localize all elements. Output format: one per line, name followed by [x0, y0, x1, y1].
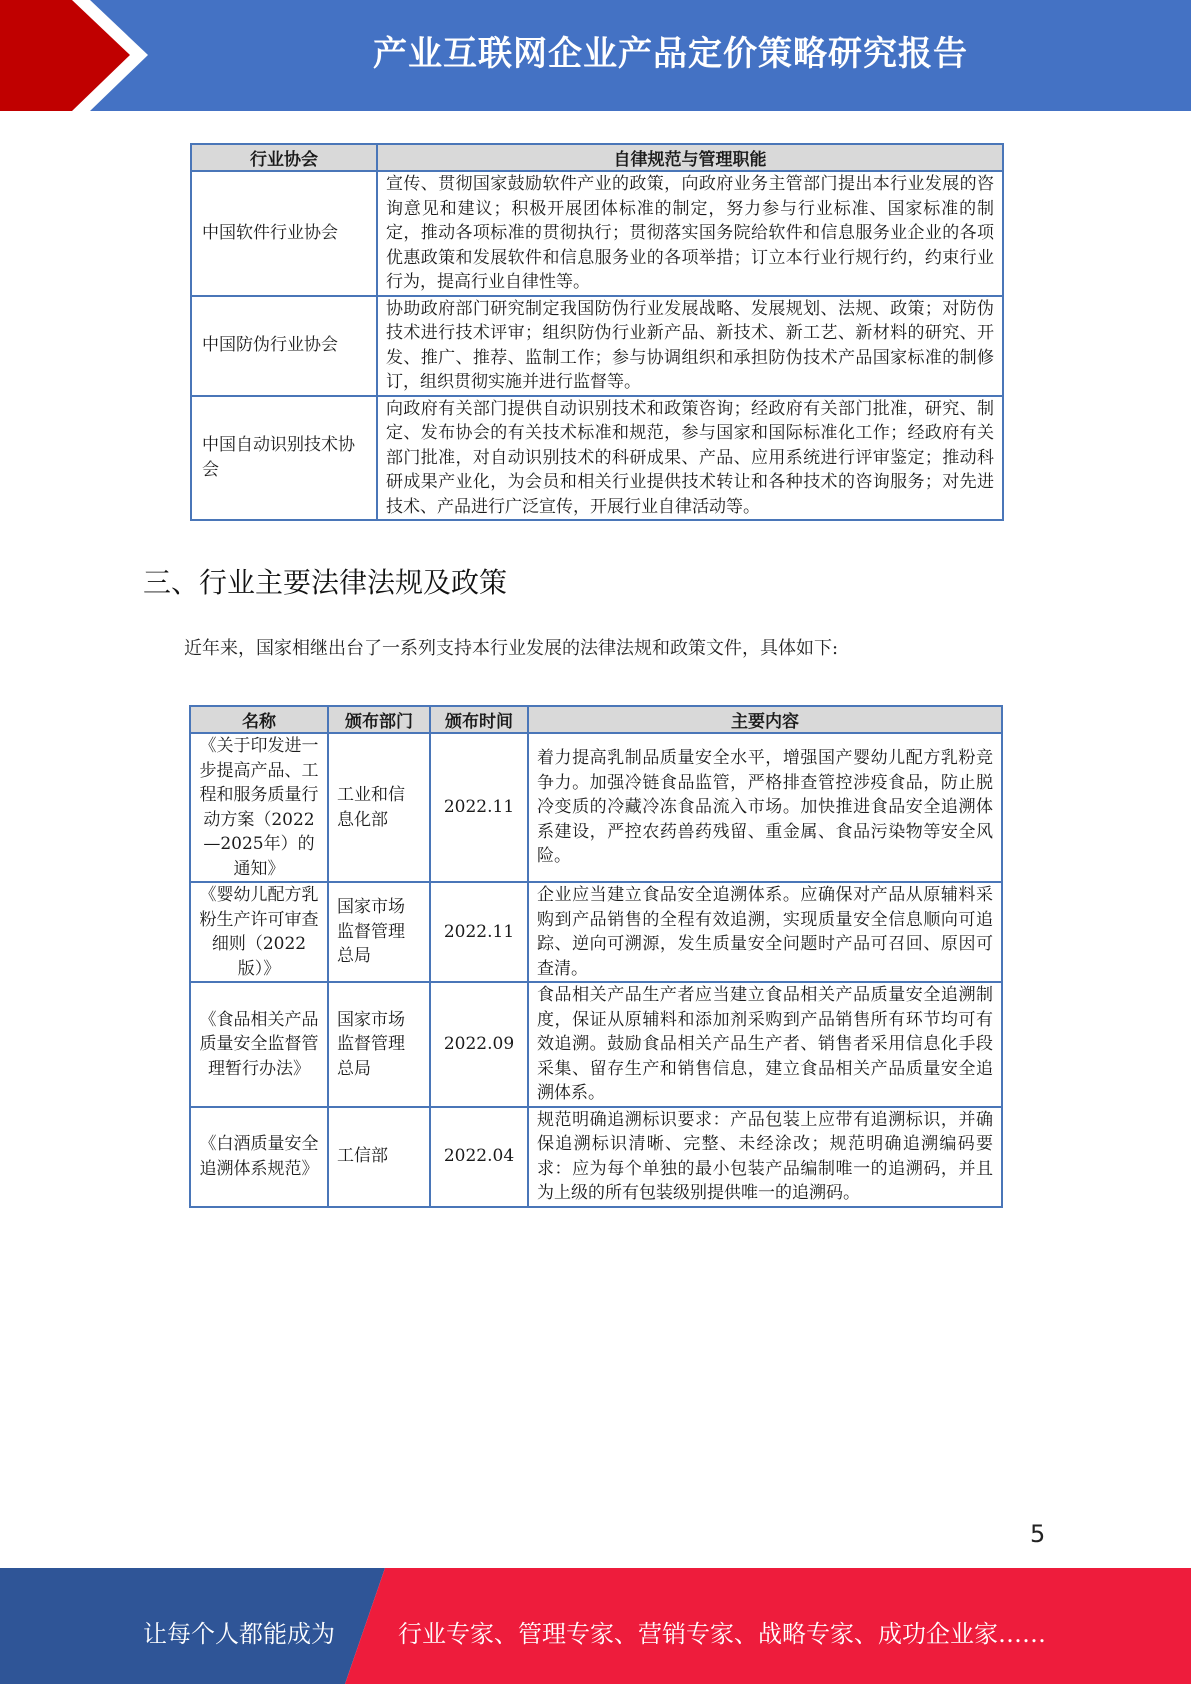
policy-content: 企业应当建立食品安全追溯体系。应确保对产品从原辅料采购到产品销售的全程有效追溯，实现质量安全信息顺向可追踪、逆向可溯源，发生质量安全问题时产品可召回、原因可查清。	[528, 882, 1002, 982]
policy-department: 工业和信息化部	[328, 733, 430, 882]
page-header	[0, 0, 1191, 111]
policy-date: 2022.04	[430, 1107, 528, 1207]
table-row	[190, 733, 1002, 882]
association-functions: 宣传、贯彻国家鼓励软件产业的政策，向政府业务主管部门提出本行业发展的咨询意见和建议；积极开展团体标准的制定，努力参与行业标准、国家标准的制定，推动各项标准的贯彻执行；贯彻落实国务院给软件和信息服务业企业的各项优惠政策和发展软件和信息服务业的各项举措；订立本行业行规行约，约束行业行为，提高行业自律性等。	[377, 171, 1003, 296]
policy-name: 《关于印发进一步提高产品、工程和服务质量行动方案（2022—2025年）的通知》	[190, 733, 328, 882]
policy-name: 《婴幼儿配方乳粉生产许可审查细则（2022版）》	[190, 882, 328, 982]
policy-date: 2022.11	[430, 882, 528, 982]
policy-content: 着力提高乳制品质量安全水平，增强国产婴幼儿配方乳粉竞争力。加强冷链食品监管，严格排查管控涉疫食品，防止脱冷变质的冷藏冷冻食品流入市场。加快推进食品安全追溯体系建设，严控农药兽药残留、重金属、食品污染物等安全风险。	[528, 733, 1002, 882]
column-header-content: 主要内容	[528, 706, 1002, 733]
policy-content: 规范明确追溯标识要求：产品包装上应带有追溯标识，并确保追溯标识清晰、完整、未经涂改；规范明确追溯编码要求：应为每个单独的最小包装产品编制唯一的追溯码，并且为上级的所有包装级别提供唯一的追溯码。	[528, 1107, 1002, 1207]
column-header-name: 名称	[190, 706, 328, 733]
footer-slogan-right: 行业专家、管理专家、营销专家、战略专家、成功企业家……	[398, 1620, 1046, 1648]
policy-table	[189, 705, 1003, 1208]
table-row	[191, 396, 1003, 521]
column-header-functions: 自律规范与管理职能	[377, 144, 1003, 171]
column-header-date: 颁布时间	[430, 706, 528, 733]
section-heading: 三、行业主要法律法规及政策	[143, 566, 508, 599]
association-name: 中国自动识别技术协会	[191, 396, 377, 521]
table-row	[190, 982, 1002, 1107]
policy-department: 国家市场监督管理总局	[328, 982, 430, 1107]
page-footer	[0, 1568, 1191, 1684]
association-name: 中国防伪行业协会	[191, 296, 377, 396]
policy-date: 2022.09	[430, 982, 528, 1107]
table-row	[190, 882, 1002, 982]
policy-date: 2022.11	[430, 733, 528, 882]
column-header-department: 颁布部门	[328, 706, 430, 733]
policy-department: 工信部	[328, 1107, 430, 1207]
table-header-row	[190, 706, 1002, 733]
table-header-row	[191, 144, 1003, 171]
table-row	[191, 296, 1003, 396]
association-name: 中国软件行业协会	[191, 171, 377, 296]
section-intro: 近年来，国家相继出台了一系列支持本行业发展的法律法规和政策文件，具体如下:	[184, 638, 839, 659]
page-number: 5	[1030, 1520, 1046, 1548]
table-row	[190, 1107, 1002, 1207]
policy-department: 国家市场监督管理总局	[328, 882, 430, 982]
report-title: 产业互联网企业产品定价策略研究报告	[373, 34, 968, 74]
policy-content: 食品相关产品生产者应当建立食品相关产品质量安全追溯制度，保证从原辅料和添加剂采购到产品销售所有环节均可有效追溯。鼓励食品相关产品生产者、销售者采用信息化手段采集、留存生产和销售信息，建立食品相关产品质量安全追溯体系。	[528, 982, 1002, 1107]
header-arrow-decoration	[0, 0, 150, 111]
association-functions: 向政府有关部门提供自动识别技术和政策咨询；经政府有关部门批准，研究、制定、发布协会的有关技术标准和规范，参与国家和国际标准化工作；经政府有关部门批准，对自动识别技术的科研成果、产品、应用系统进行评审鉴定；推动科研成果产业化，为会员和相关行业提供技术转让和各种技术的咨询服务；对先进技术、产品进行广泛宣传，开展行业自律活动等。	[377, 396, 1003, 521]
table-row	[191, 171, 1003, 296]
policy-name: 《白酒质量安全追溯体系规范》	[190, 1107, 328, 1207]
association-table	[190, 143, 1004, 521]
policy-name: 《食品相关产品质量安全监督管理暂行办法》	[190, 982, 328, 1107]
footer-slogan-left: 让每个人都能成为	[143, 1620, 335, 1648]
association-functions: 协助政府部门研究制定我国防伪行业发展战略、发展规划、法规、政策；对防伪技术进行技术评审；组织防伪行业新产品、新技术、新工艺、新材料的研究、开发、推广、推荐、监制工作；参与协调组织和承担防伪技术产品国家标准的制修订，组织贯彻实施并进行监督等。	[377, 296, 1003, 396]
column-header-association: 行业协会	[191, 144, 377, 171]
